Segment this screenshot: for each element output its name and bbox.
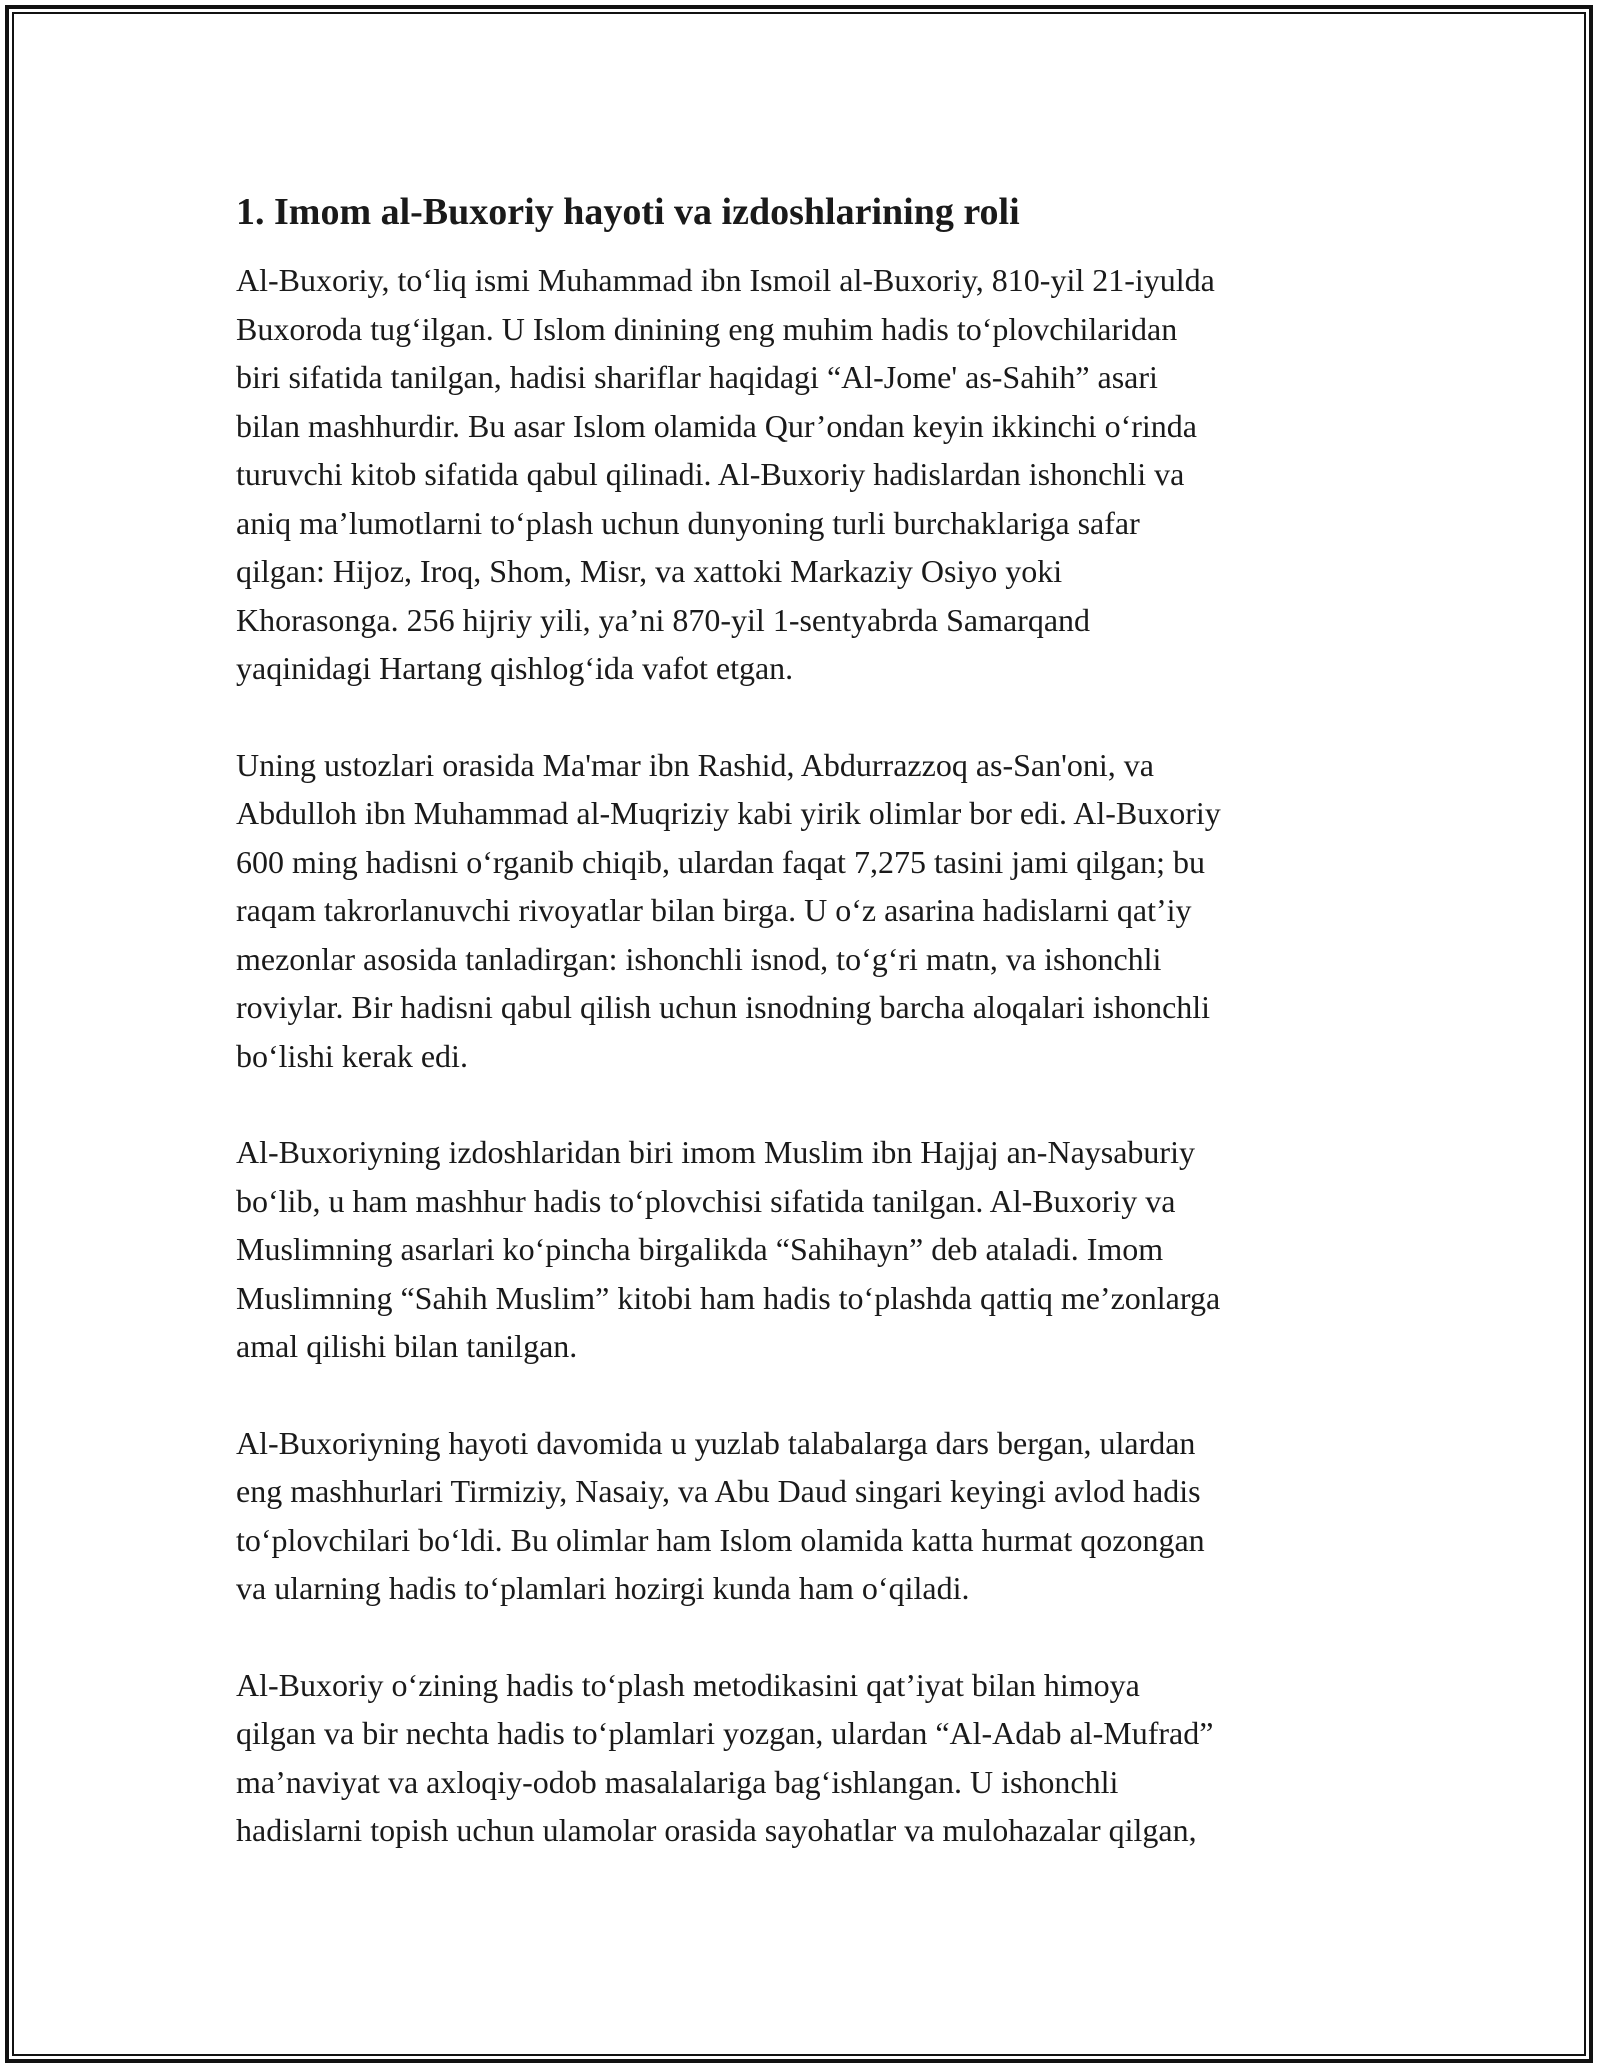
paragraph-2: Uning ustozlari orasida Ma'mar ibn Rashid, Abdurrazzoq as-San'oni, va Abdulloh ibn Muhammad al-Muqriziy kabi yirik olimlar bor edi. Al-Buxoriy 600 ming hadisni o‘rganib chiqib, ulardan faqat 7,275 tasini jami qilgan; bu raqam takrorlanuvchi rivoyatlar bilan birga. U o‘z asarina hadislarni qat’iy mezonlar asosida tanladirgan: ishonchli isnod, to‘g‘ri matn, va ishonchli roviylar. Bir hadisni qabul qilish uchun isnodning barcha aloqalari ishonchli bo‘lishi kerak edi. xyxy=(236,746,1221,1074)
section-heading: 1. Imom al-Buxoriy hayoti va izdoshlarining roli xyxy=(236,191,1020,233)
paragraph-3: Al-Buxoriyning izdoshlaridan biri imom Muslim ibn Hajjaj an-Naysaburiy bo‘lib, u ham mashhur hadis to‘plovchisi sifatida tanilgan. Al-Buxoriy va Muslimning asarlari ko‘pincha birgalikda “Sahihayn” deb ataladi. Imom Muslimning “Sahih Muslim” kitobi ham hadis to‘plashda qattiq me’zonlarga amal qilishi bilan tanilgan. xyxy=(236,1134,1221,1364)
paragraph-5: Al-Buxoriy o‘zining hadis to‘plash metodikasini qat’iyat bilan himoya qilgan va bir nechta hadis to‘plamlari yozgan, ulardan “Al-Adab al-Mufrad” ma’naviyat va axloqiy-odob masalalariga bag‘ishlangan. U ishonchli hadislarni topish uchun ulamolar orasida sayohatlar va mulohazalar qilgan, xyxy=(236,1666,1214,1848)
paragraph-1: Al-Buxoriy, to‘liq ismi Muhammad ibn Ismoil al-Buxoriy, 810-yil 21-iyulda Buxoroda tug‘ilgan. U Islom dinining eng muhim hadis to‘plovchilaridan biri sifatida tanilgan, hadisi shariflar haqidagi “Al-Jome' as-Sahih” asari bilan mashhurdir. Bu asar Islom olamida Qur’ondan keyin ikkinchi o‘rinda turuvchi kitob sifatida qabul qilinadi. Al-Buxoriy hadislardan ishonchli va aniq ma’lumotlarni to‘plash uchun dunyoning turli burchaklariga safar qilgan: Hijoz, Iroq, Shom, Misr, va xattoki Markaziy Osiyo yoki Khorasonga. 256 hijriy yili, ya’ni 870-yil 1-sentyabrda Samarqand yaqinidagi Hartang qishlog‘ida vafot etgan. xyxy=(236,262,1215,686)
paragraph-4: Al-Buxoriyning hayoti davomida u yuzlab talabalarga dars bergan, ulardan eng mashhurlari Tirmiziy, Nasaiy, va Abu Daud singari keyingi avlod hadis to‘plovchilari bo‘ldi. Bu olimlar ham Islom olamida katta hurmat qozongan va ularning hadis to‘plamlari hozirgi kunda ham o‘qiladi. xyxy=(236,1424,1205,1606)
document-body xyxy=(236,186,1376,1903)
